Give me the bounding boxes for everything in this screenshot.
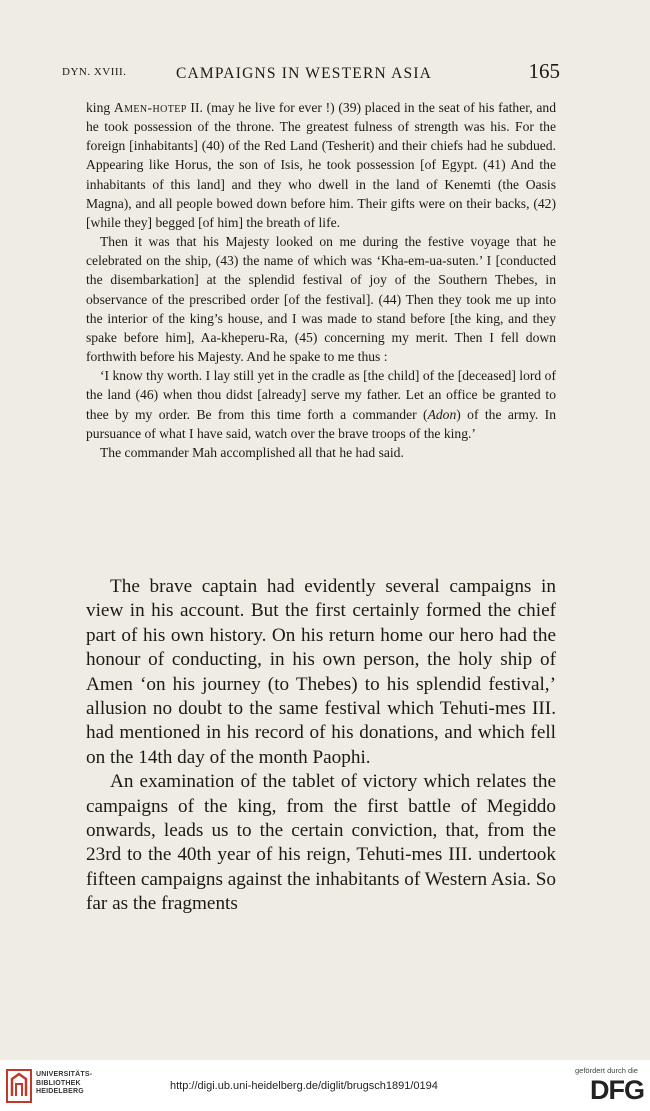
digitization-footer bbox=[0, 1060, 650, 1111]
page-number: 165 bbox=[528, 59, 560, 83]
main-text bbox=[86, 575, 556, 917]
quote-paragraph: ‘I know thy worth. I lay still yet in the cradle as [the child] of the [deceased] lord of the land (46) when thou didst [already] serve my father. Let an office be granted to thee by my order. Be from this time forth a commander (Adon) of the army. In pursuance of what I have said, watch over the brave troops of the king.’ bbox=[86, 368, 556, 441]
running-header bbox=[62, 59, 560, 86]
quote-paragraph: Then it was that his Majesty looked on me during the festive voyage that he celebrated on the ship, (43) the name of which was ‘Kha-em-ua-suten.’ I [conducted the disembarkation] at the splendid festival of joy of the Southern Thebes, in observance of the prescribed order [of the festival]. (44) Then they took me up into the interior of the king’s house, and I was made to stand before [the king, and they spake before him], Aa-kheperu-Ra, (45) concerning my merit. Then I fell down forthwith before his Majesty. And he spake to me thus : bbox=[86, 234, 556, 365]
italic-term: Adon bbox=[427, 406, 457, 422]
body-paragraph: An examination of the tablet of victory which relates the campaigns of the king, from the first battle of Megiddo onwards, leads us to the certain conviction, that, from the 23rd to the 40th year of his reign, Tehuti-mes III. undertook fifteen campaigns against the inhabitants of Western Asia. So far as the fragments bbox=[86, 771, 556, 915]
quoted-inscription bbox=[86, 98, 556, 462]
header-title: CAMPAIGNS IN WESTERN ASIA bbox=[176, 65, 433, 82]
permalink-url[interactable]: http://digi.ub.uni-heidelberg.de/diglit/brugsch1891/0194 bbox=[170, 1080, 438, 1092]
quote-paragraph: king Amen-hotep II. (may he live for ever !) (39) placed in the seat of his father, and he took possession of the throne. The greatest fulness of strength was his. For the foreign [inhabitants] (40) of the Red Land (Tesherit) and their chiefs had he subdued. Appearing like Horus, the son of Isis, he took possession [of Egypt. (41) And the inhabitants of this land] and they who dwell in the land of Kenemti (the Oasis Magna), and all people bowed down before him. Their gifts were on their backs, (42) [while they] begged [of him] the breath of life. bbox=[86, 100, 556, 230]
royal-name: Amen-hotep bbox=[113, 100, 187, 115]
library-name: UNIVERSITÄTS- BIBLIOTHEK HEIDELBERG bbox=[36, 1071, 93, 1095]
header-dynasty: DYN. XVIII. bbox=[62, 66, 127, 78]
dfg-logo-icon bbox=[590, 1073, 644, 1103]
sponsor-label: gefördert durch die bbox=[575, 1066, 638, 1075]
quote-paragraph: The commander Mah accomplished all that he had said. bbox=[100, 444, 404, 460]
university-library-logo-icon bbox=[6, 1069, 32, 1103]
svg-text:DFG: DFG bbox=[590, 1075, 644, 1103]
body-paragraph: The brave captain had evidently several campaigns in view in his account. But the first certainly formed the chief part of his own history. On his return home our hero had the honour of conducting, in his own person, the holy ship of Amen ‘on his journey (to Thebes) to his splendid festival,’ allusion no doubt to the same festival which Tehuti-mes III. had mentioned in his record of his donations, and which fell on the 14th day of the month Paophi. bbox=[86, 576, 556, 768]
